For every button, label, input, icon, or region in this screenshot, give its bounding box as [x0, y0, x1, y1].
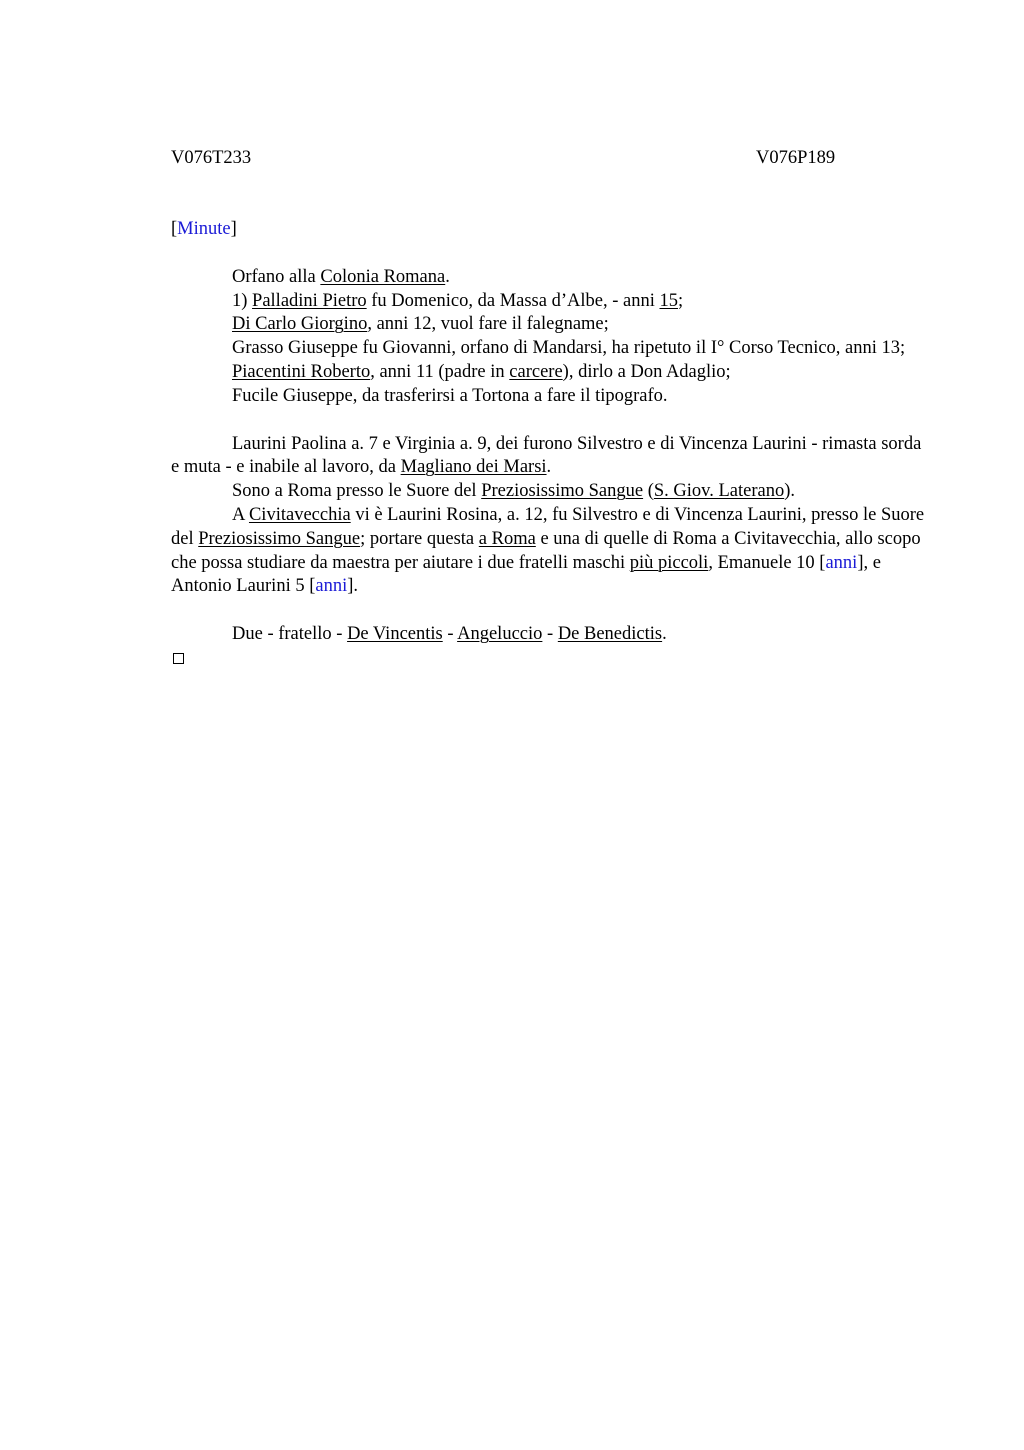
end-marker [171, 647, 931, 672]
paragraph-due-fratello: Due - fratello - De Vincentis - Angeluccio - De Benedictis. [232, 624, 667, 645]
section-label: [Minute] [171, 219, 237, 239]
paragraph-piacentini: Piacentini Roberto, anni 11 (padre in carcere), dirlo a Don Adaglio; [232, 361, 731, 382]
header-left-code: V076T233 [171, 148, 252, 168]
paragraph-laurini-paolina: Laurini Paolina a. 7 e Virginia a. 9, dei furono Silvestro e di Vincenza Laurini - rimasta sorda e muta - e inabile al lavoro, da Magliano dei Marsi. [171, 433, 922, 478]
empty-square-icon [173, 653, 184, 664]
spacer [171, 409, 931, 433]
paragraph-palladini: 1) Palladini Pietro fu Domenico, da Massa d’Albe, - anni 15; [232, 290, 684, 311]
paragraph-civitavecchia: A Civitavecchia vi è Laurini Rosina, a. 12, fu Silvestro e di Vincenza Laurini, presso le Suore del Preziosissimo Sangue; portare questa a Roma e una di quelle di Roma a Civitavecchia, allo scopo che possa studiare da maestra per aiutare i due fratelli maschi più piccoli, Emanuele 10 [anni], e Antonio Laurini 5 [anni]. [171, 504, 925, 597]
header-right-code: V076P189 [756, 148, 836, 168]
spacer [171, 599, 931, 623]
document-body [171, 218, 931, 672]
paragraph-fucile: Fucile Giuseppe, da trasferirsi a Tortona a fare il tipografo. [232, 385, 668, 406]
section-label-word: Minute [177, 219, 231, 239]
paragraph-grasso: Grasso Giuseppe fu Giovanni, orfano di Mandarsi, ha ripetuto il I° Corso Tecnico, anni 13; [232, 338, 906, 359]
spacer [171, 242, 931, 266]
paragraph-roma-suore: Sono a Roma presso le Suore del Preziosissimo Sangue (S. Giov. Laterano). [232, 481, 795, 502]
paragraph-di-carlo: Di Carlo Giorgino, anni 12, vuol fare il falegname; [232, 314, 609, 335]
paragraph-orfano: Orfano alla Colonia Romana. [232, 266, 450, 287]
